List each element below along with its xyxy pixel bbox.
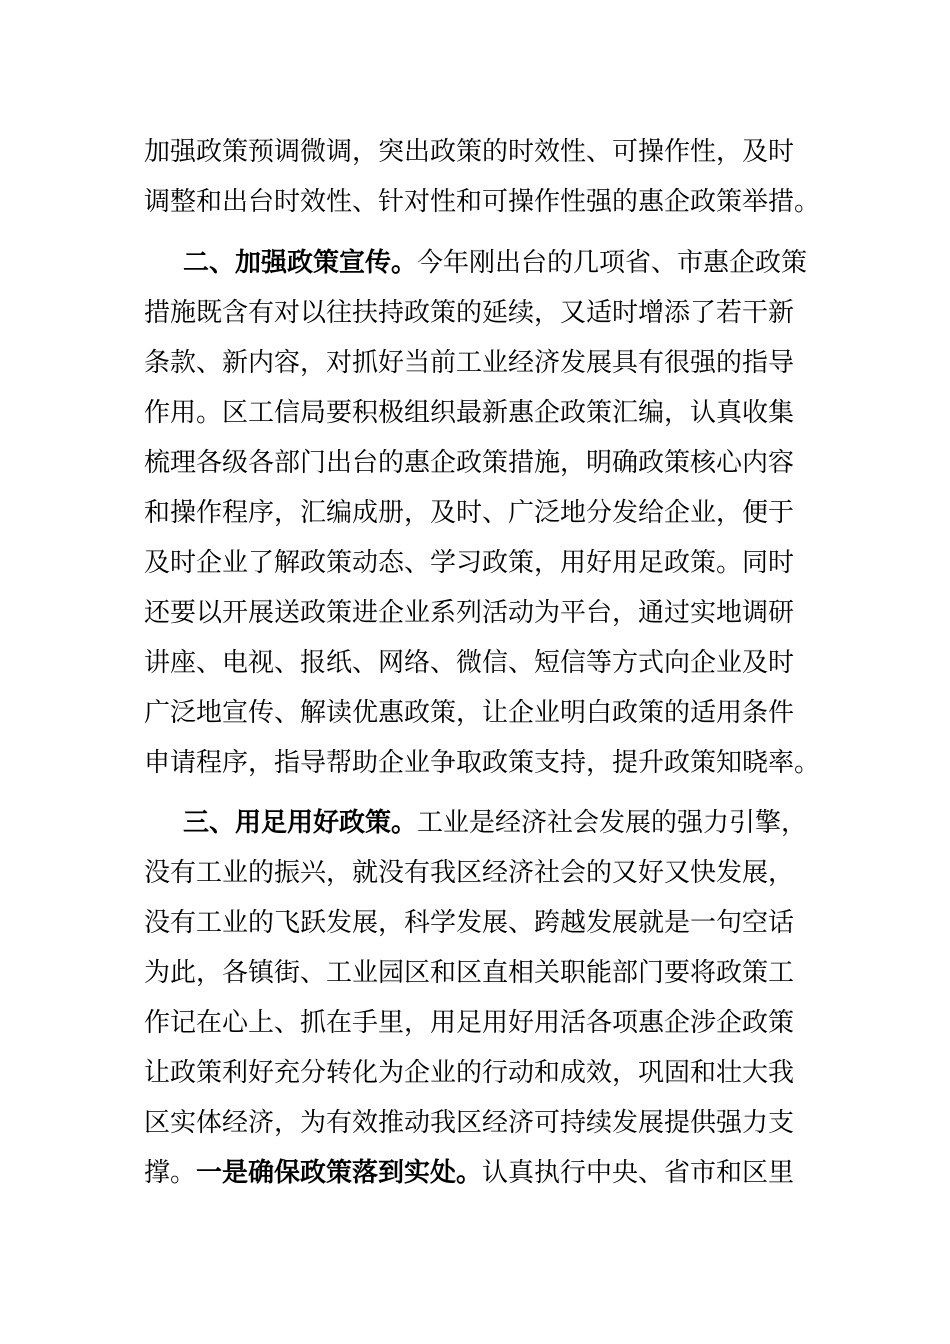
paragraph-3-line-7: 区实体经济，为有效推动我区经济可持续发展提供强力支 (144, 1108, 795, 1138)
section-heading-2: 二、加强政策宣传。 (183, 248, 418, 278)
paragraph-2-line-4: 作用。区工信局要积极组织最新惠企政策汇编，认真收集 (144, 398, 795, 428)
paragraph-3-line-8-start: 撑。 (144, 1158, 197, 1188)
paragraph-2-line-9: 讲座、电视、报纸、网络、微信、短信等方式向企业及时 (144, 648, 795, 678)
paragraph-3-line-8-end: 认真执行中央、省市和区里 (482, 1158, 795, 1188)
paragraph-2-line-11: 申请程序，指导帮助企业争取政策支持，提升政策知晓率。 (144, 748, 821, 778)
paragraph-2-line-7: 及时企业了解政策动态、学习政策，用好用足政策。同时 (144, 548, 795, 578)
section-heading-3: 三、用足用好政策。 (183, 808, 418, 838)
paragraph-1-line-1: 加强政策预调微调，突出政策的时效性、可操作性，及时 (144, 137, 795, 167)
paragraph-3-line-6: 让政策利好充分转化为企业的行动和成效，巩固和壮大我 (144, 1058, 795, 1088)
paragraph-3-line-4: 为此，各镇街、工业园区和区直相关职能部门要将政策工 (144, 958, 795, 988)
paragraph-2-line-5: 梳理各级各部门出台的惠企政策措施，明确政策核心内容 (144, 448, 795, 478)
paragraph-2-line-6: 和操作程序，汇编成册，及时、广泛地分发给企业，便于 (144, 498, 795, 528)
paragraph-3-line-8 (144, 1156, 794, 1190)
paragraph-2-line-1 (183, 246, 807, 280)
paragraph-3-line-1-text: 工业是经济社会发展的强力引擎， (417, 808, 808, 838)
paragraph-3-line-1 (183, 806, 807, 840)
paragraph-3-line-5: 作记在心上、抓在手里，用足用好用活各项惠企涉企政策 (144, 1008, 795, 1038)
paragraph-1-line-2: 调整和出台时效性、针对性和可操作性强的惠企政策举措。 (144, 187, 821, 217)
paragraph-3-line-3: 没有工业的飞跃发展，科学发展、跨越发展就是一句空话 (144, 908, 795, 938)
paragraph-2-line-1-text: 今年刚出台的几项省、市惠企政策 (417, 248, 808, 278)
subheading-one: 一是确保政策落到实处。 (196, 1158, 483, 1188)
paragraph-2-line-8: 还要以开展送政策进企业系列活动为平台，通过实地调研 (144, 598, 795, 628)
paragraph-2-line-3: 条款、新内容，对抓好当前工业经济发展具有很强的指导 (144, 348, 795, 378)
paragraph-3-line-2: 没有工业的振兴，就没有我区经济社会的又好又快发展， (144, 858, 795, 888)
paragraph-2-line-10: 广泛地宣传、解读优惠政策，让企业明白政策的适用条件 (144, 698, 795, 728)
paragraph-2-line-2: 措施既含有对以往扶持政策的延续，又适时增添了若干新 (144, 298, 795, 328)
